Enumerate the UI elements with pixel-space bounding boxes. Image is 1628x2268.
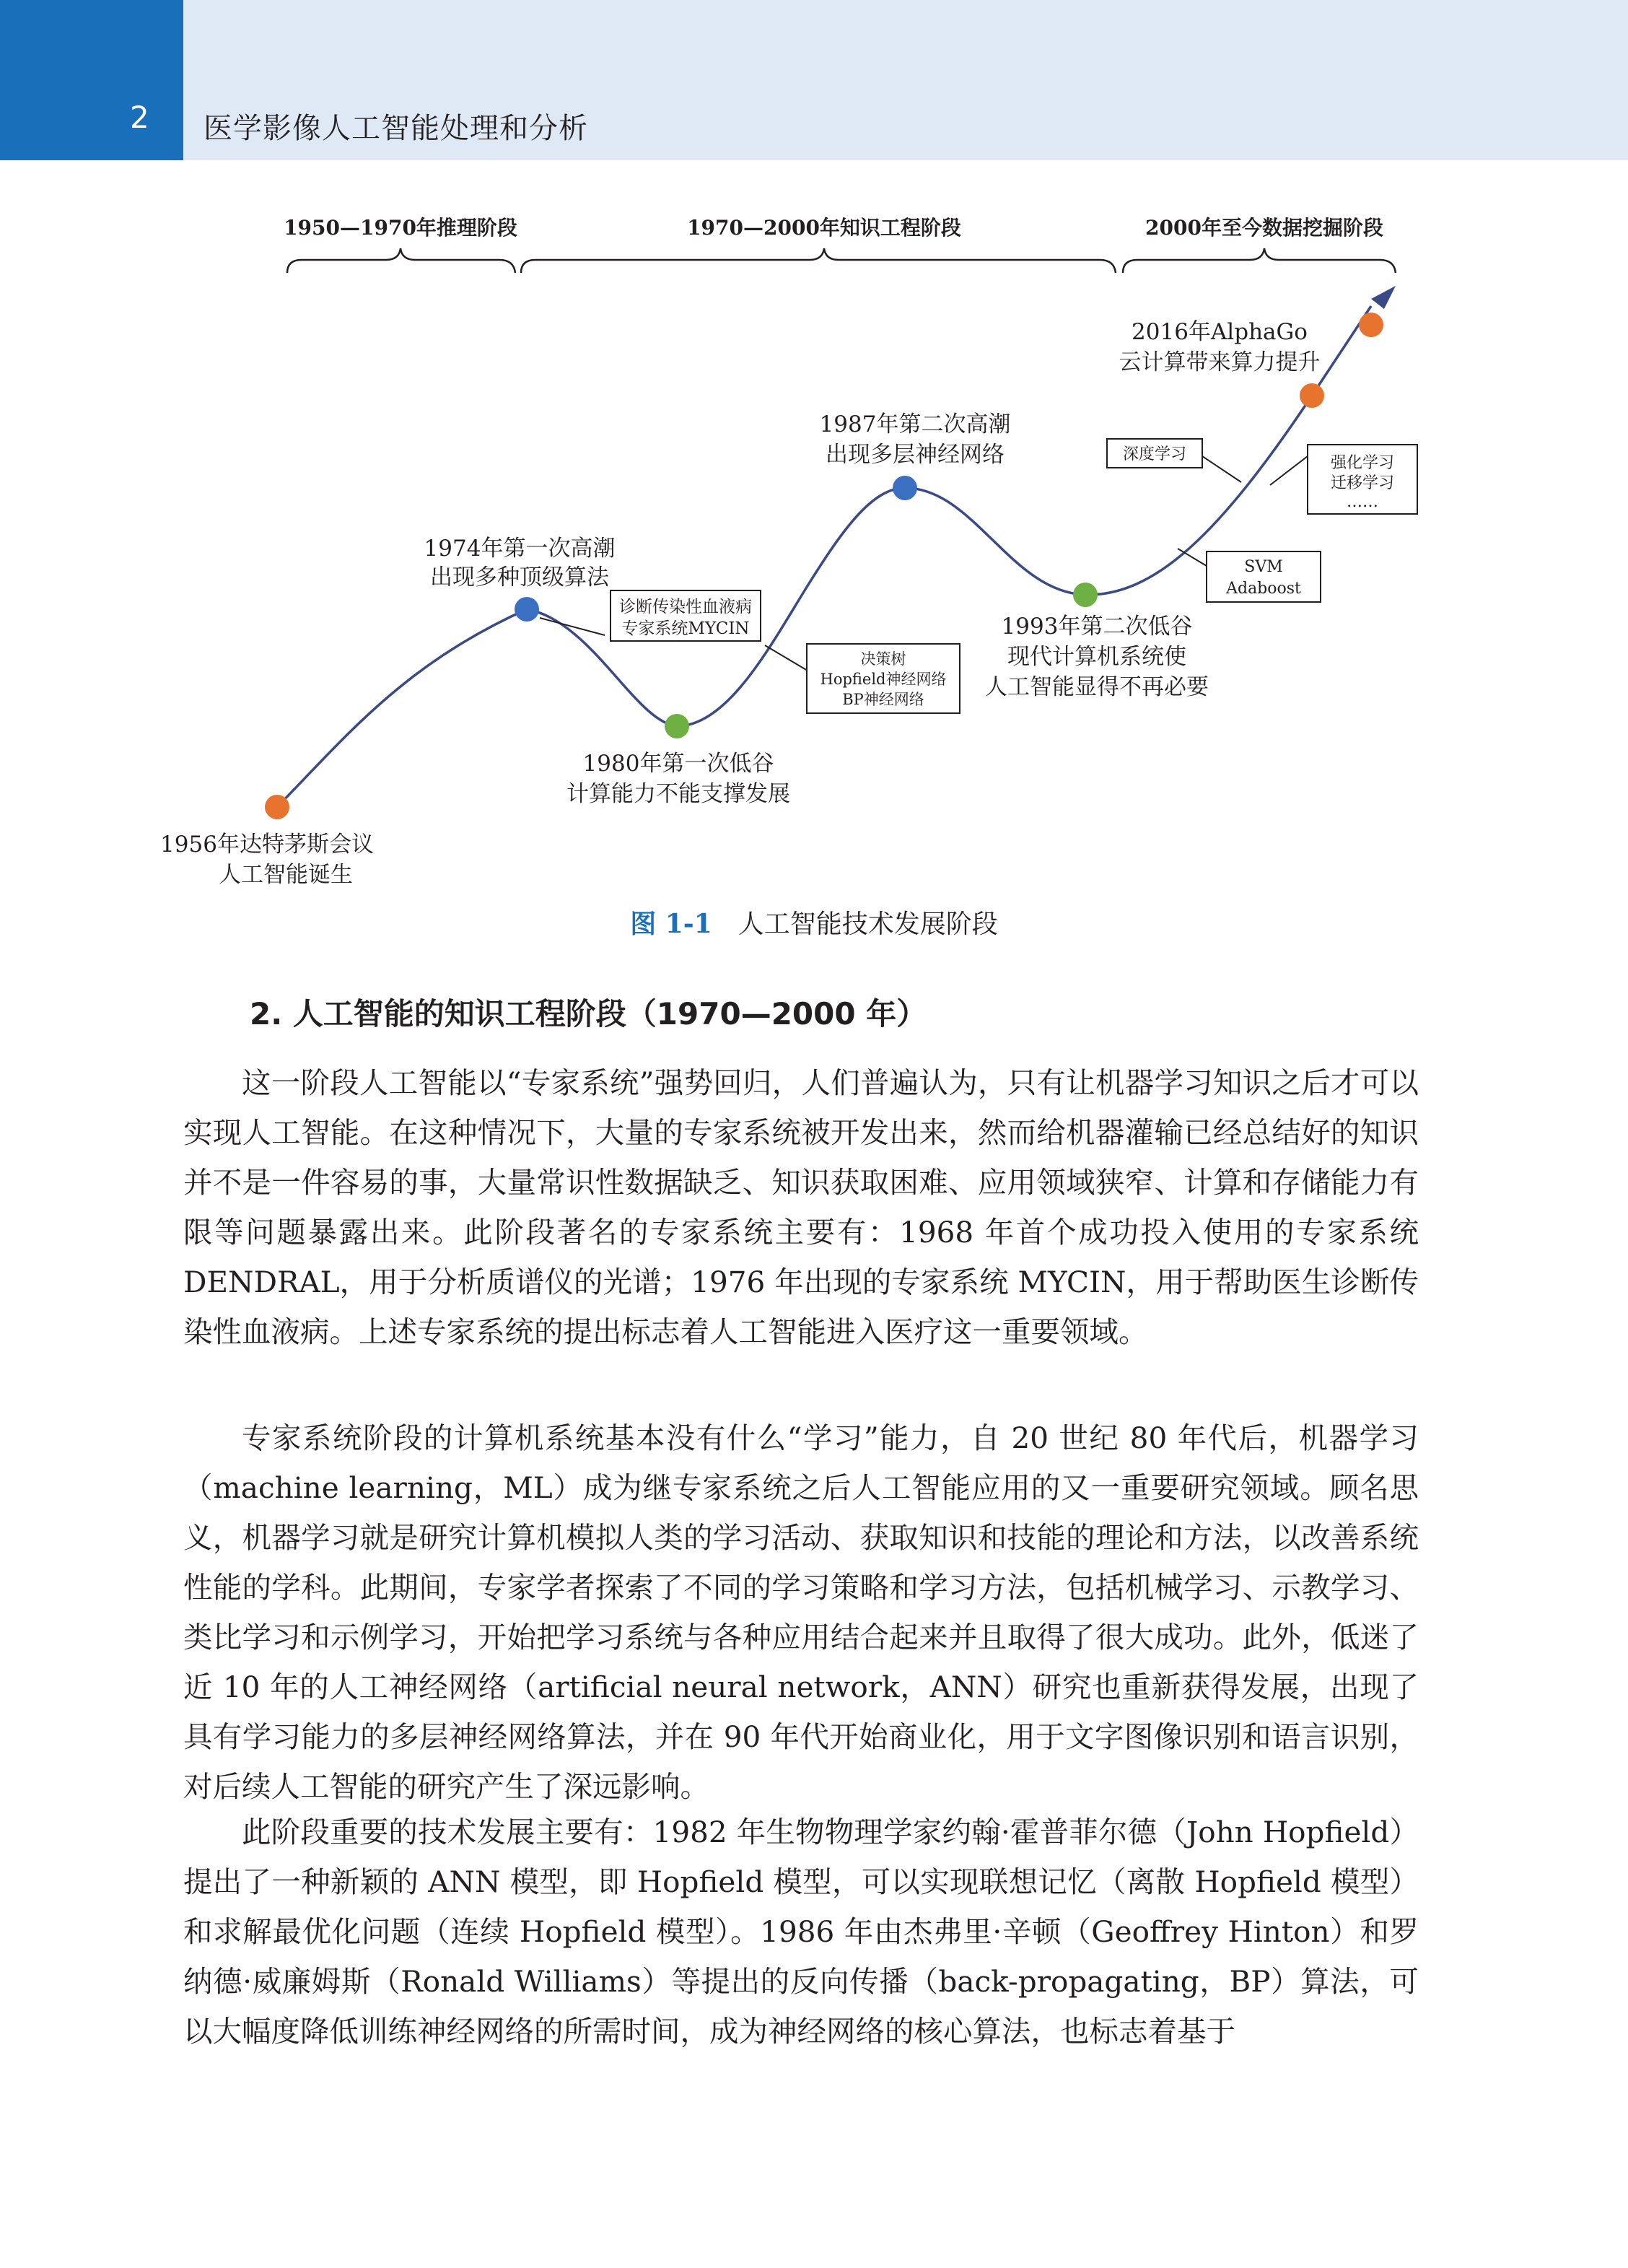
- phase-brace-1: [287, 248, 515, 273]
- curve-arrowhead: [1371, 286, 1396, 309]
- box-bp-line-2: Hopfield神经网络: [820, 671, 947, 688]
- milestone-1956-line-1: 1956年达特茅斯会议: [160, 832, 374, 858]
- box-svm-line-1: SVM: [1244, 558, 1283, 576]
- milestone-1980-line-1: 1980年第一次低谷: [582, 751, 774, 777]
- page-number-block: [0, 0, 183, 160]
- connector-bp: [765, 645, 811, 673]
- ai-timeline-figure: [0, 188, 1628, 895]
- milestone-dot-1980: [665, 714, 689, 738]
- box-mycin-line-2: 专家系统MYCIN: [621, 619, 750, 638]
- connector-svm: [1178, 549, 1207, 566]
- figure-caption-number: 图 1-1: [630, 909, 712, 939]
- page-number: 2: [130, 100, 149, 135]
- milestone-dot-2016-a: [1300, 383, 1324, 408]
- figure-caption: [0, 904, 1628, 941]
- milestone-1993-line-1: 1993年第二次低谷: [1001, 614, 1193, 640]
- box-bp-line-3: BP神经网络: [842, 691, 924, 708]
- box-rl-line-2: 迁移学习: [1330, 474, 1395, 492]
- connector-rl: [1270, 456, 1308, 485]
- box-rl-line-3: ……: [1347, 493, 1378, 511]
- phase-brace-2: [521, 248, 1116, 273]
- paragraph-2: 专家系统阶段的计算机系统基本没有什么“学习”能力，自 20 世纪 80 年代后，机器学习（machine learning，ML）成为继专家系统之后人工智能应用的又一重要研究领域。顾名思义，机器学习就是研究计算机模拟人类的学习活动、获取知识和技能的理论和方法，以改善系统性能的学科。此期间，专家学者探索了不同的学习策略和学习方法，包括机械学习、示教学习、类比学习和示例学习，开始把学习系统与各种应用结合起来并且取得了很大成功。此外，低迷了近 10 年的人工神经网络（artificial neural network，ANN）研究也重新获得发展，出现了具有学习能力的多层神经网络算法，并在 90 年代开始商业化，用于文字图像识别和语言识别，对后续人工智能的研究产生了深远影响。: [183, 1421, 1419, 1804]
- figure-caption-text: 人工智能技术发展阶段: [738, 910, 998, 939]
- milestone-dot-1987: [893, 476, 917, 500]
- running-title: 医学影像人工智能处理和分析: [204, 112, 588, 145]
- milestone-1987-line-2: 出现多层神经网络: [826, 442, 1005, 468]
- phase-label-2: 1970—2000年知识工程阶段: [687, 216, 961, 240]
- phase-label-3: 2000年至今数据挖掘阶段: [1145, 216, 1383, 240]
- milestone-1956-line-2: 人工智能诞生: [219, 862, 353, 888]
- paragraph-3: 此阶段重要的技术发展主要有：1982 年生物物理学家约翰·霍普菲尔德（John Hopfield）提出了一种新颖的 ANN 模型，即 Hopfield 模型，可以实现联想记忆（离散 Hopfield 模型）和求解最优化问题（连续 Hopfield 模型）。1986 年由杰弗里·辛顿（Geoffrey Hinton）和罗纳德·威廉姆斯（Ronald Williams）等提出的反向传播（back-propagating，BP）算法，可以大幅度降低训练神经网络的所需时间，成为神经网络的核心算法，也标志着基于: [183, 1815, 1419, 2049]
- milestone-dot-1974: [515, 597, 539, 621]
- milestone-1980-line-2: 计算能力不能支撑发展: [566, 781, 790, 807]
- box-svm-line-2: Adaboost: [1226, 580, 1301, 598]
- connector-deep: [1202, 456, 1241, 482]
- box-rl-line-1: 强化学习: [1330, 454, 1395, 472]
- milestone-dot-1993: [1073, 583, 1098, 607]
- milestone-dot-1956: [265, 795, 289, 819]
- box-mycin-line-1: 诊断传染性血液病: [619, 598, 752, 616]
- paragraph-1: 这一阶段人工智能以“专家系统”强势回归，人们普遍认为，只有让机器学习知识之后才可以实现人工智能。在这种情况下，大量的专家系统被开发出来，然而给机器灌输已经总结好的知识并不是一件容易的事，大量常识性数据缺乏、知识获取困难、应用领域狭窄、计算和存储能力有限等问题暴露出来。此阶段著名的专家系统主要有：1968 年首个成功投入使用的专家系统 DENDRAL，用于分析质谱仪的光谱；1976 年出现的专家系统 MYCIN，用于帮助医生诊断传染性血液病。上述专家系统的提出标志着人工智能进入医疗这一重要领域。: [183, 1065, 1419, 1349]
- milestone-2016-line-2: 云计算带来算力提升: [1119, 349, 1321, 375]
- milestone-1987-line-1: 1987年第二次高潮: [819, 411, 1011, 437]
- milestone-1993-line-2: 现代计算机系统使: [1007, 644, 1186, 670]
- milestone-1993-line-3: 人工智能显得不再必要: [985, 674, 1209, 700]
- phase-brace-3: [1123, 248, 1396, 273]
- milestone-2016-line-1: 2016年AlphaGo: [1132, 319, 1308, 345]
- milestone-1974-line-1: 1974年第一次高潮: [424, 536, 616, 562]
- section-heading: 2. 人工智能的知识工程阶段（1970—2000 年）: [250, 996, 927, 1031]
- phase-label-1: 1950—1970年推理阶段: [284, 216, 517, 240]
- box-deep-line-1: 深度学习: [1122, 445, 1187, 463]
- milestone-dot-2016-b: [1359, 313, 1383, 337]
- box-bp-line-1: 决策树: [860, 650, 906, 668]
- milestone-1974-line-2: 出现多种顶级算法: [430, 564, 609, 590]
